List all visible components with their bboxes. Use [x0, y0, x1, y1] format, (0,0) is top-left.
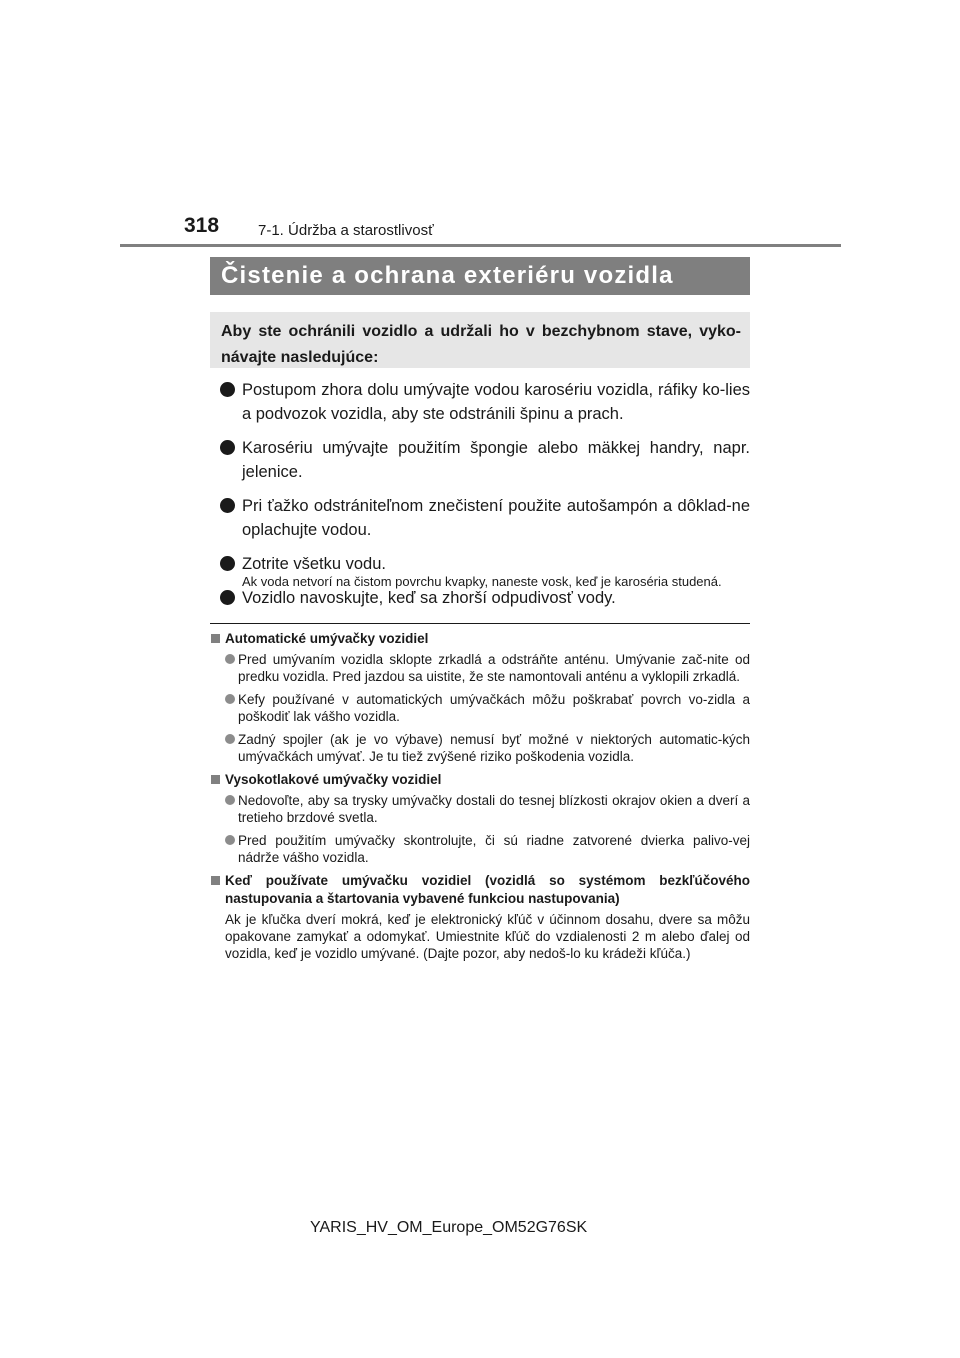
bullet-icon [220, 590, 235, 605]
section-heading: Automatické umývačky vozidiel [210, 630, 750, 648]
divider [210, 623, 750, 624]
bullet-icon [220, 556, 235, 571]
bullet-icon [220, 498, 235, 513]
bullet-icon [220, 440, 235, 455]
square-bullet-icon [211, 775, 220, 784]
footer-doc-id: YARIS_HV_OM_Europe_OM52G76SK [310, 1219, 588, 1236]
square-bullet-icon [211, 634, 220, 643]
bullet-icon [225, 795, 235, 805]
step-text: Postupom zhora dolu umývajte vodou karosériu vozidla, ráfiky ko-lies a podvozok vozidla, aby ste odstránili špinu a prach. [242, 381, 750, 423]
step-item [210, 494, 750, 542]
step-text: Zotrite všetku vodu. [242, 555, 386, 573]
section-heading: Vysokotlakové umývačky vozidiel [210, 771, 750, 789]
step-text: Pri ťažko odstrániteľnom znečistení použite autošampón a dôklad-ne oplachujte vodou. [242, 497, 750, 539]
info-sections [210, 630, 750, 962]
intro-text: Aby ste ochránili vozidlo a udržali ho v bezchybnom stave, vyko-návajte nasledujúce: [221, 323, 741, 366]
step-item [210, 436, 750, 484]
bullet-icon [225, 734, 235, 744]
bullet-icon [225, 835, 235, 845]
sub-item: Kefy používané v automatických umývačkách môžu poškrabať povrch vo-zidla a poškodiť lak vášho vozidla. [210, 691, 750, 725]
page-title: Čistenie a ochrana exteriéru vozidla [221, 262, 674, 289]
sub-item: Zadný spojler (ak je vo výbave) nemusí byť možné v niektorých automatic-kých umývačkách umývať. Je tu tiež zvýšené riziko poškodenia vozidla. [210, 731, 750, 765]
page-number: 318 [184, 214, 220, 237]
bullet-icon [220, 382, 235, 397]
step-text: Karosériu umývajte použitím špongie alebo mäkkej handry, napr. jelenice. [242, 439, 750, 481]
section-header: 7-1. Údržba a starostlivosť [258, 222, 434, 239]
sub-item: Pred umývaním vozidla sklopte zrkadlá a odstráňte anténu. Umývanie zač-nite od predku vozidla. Pred jazdou sa uistite, že ste namontovali anténu a vyklopili zrkadlá. [210, 651, 750, 685]
header-rule [120, 244, 841, 247]
note-text: Ak voda netvorí na čistom povrchu kvapky, naneste vosk, keď je karoséria studená. [242, 574, 722, 589]
page-title-bar [210, 257, 750, 295]
bullet-icon [225, 654, 235, 664]
sub-item: Pred použitím umývačky skontrolujte, či sú riadne zatvorené dvierka palivo-vej nádrže vášho vozidla. [210, 832, 750, 866]
sub-item: Nedovoľte, aby sa trysky umývačky dostali do tesnej blízkosti okrajov okien a dverí a tretieho brzdové svetla. [210, 792, 750, 826]
step-text: Vozidlo navoskujte, keď sa zhorší odpudivosť vody. [242, 589, 616, 607]
section-heading: Keď používate umývačku vozidiel (vozidlá so systémom bezkľúčového nastupovania a štartovania vybavené funkciou nastupovania) [210, 872, 750, 908]
bullet-icon [225, 694, 235, 704]
square-bullet-icon [211, 876, 220, 885]
step-item [210, 378, 750, 426]
intro-box [210, 312, 750, 368]
section-body: Ak je kľučka dverí mokrá, keď je elektronický kľúč v účinnom dosahu, dvere sa môžu opakovane zamykať a odomykať. Umiestnite kľúč do vzdialenosti 2 m alebo ďalej od vozidla, keď je vozidlo umývané. (Dajte pozor, aby nedoš-lo ku krádeži kľúča.) [225, 912, 750, 961]
